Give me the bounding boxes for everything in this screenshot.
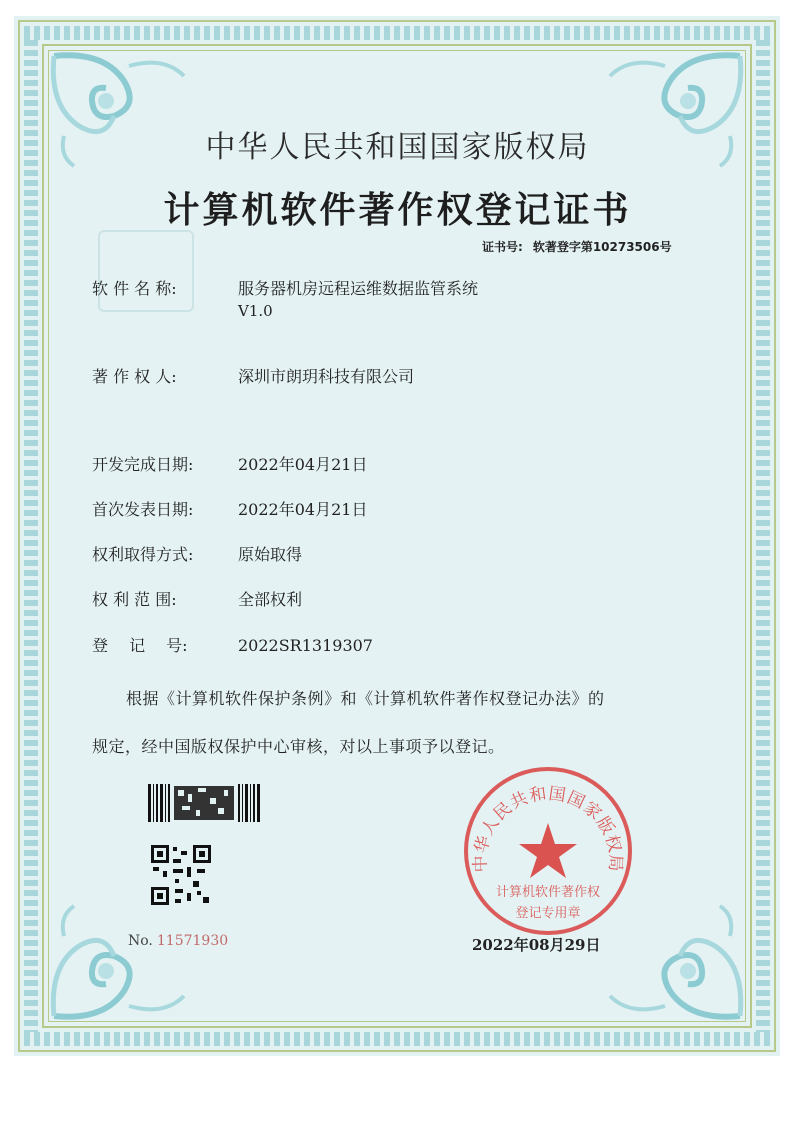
seal-text-line-2: 登记专用章	[515, 906, 581, 921]
software-name-value: 服务器机房远程运维数据监管系统	[238, 279, 479, 298]
certificate-sheet	[14, 16, 780, 1056]
serial-label: No.	[128, 933, 153, 949]
owner-value: 深圳市朗玥科技有限公司	[238, 367, 415, 386]
owner-label: 著 作 权 人:	[92, 367, 177, 386]
software-name-label: 软 件 名 称:	[92, 279, 177, 298]
dev-date-label: 开发完成日期:	[92, 455, 194, 474]
barcode	[148, 784, 260, 822]
pub-date-value: 2022年04月21日	[238, 500, 368, 519]
scope-row	[92, 587, 302, 610]
software-name-row	[92, 276, 478, 299]
reg-no-label: 登 记 号:	[92, 636, 188, 655]
pub-date-row	[92, 497, 367, 520]
serial-value: 11571930	[156, 933, 229, 949]
certificate-number-label: 证书号:	[482, 240, 523, 254]
scope-label: 权 利 范 围:	[92, 590, 177, 609]
dev-date-value: 2022年04月21日	[238, 455, 368, 474]
certificate-title: 计算机软件著作权登记证书	[163, 190, 632, 231]
qr-code	[151, 845, 211, 905]
issue-date: 2022年08月29日	[472, 936, 601, 954]
corner-ornament-bottom-left	[44, 901, 194, 1026]
pub-date-label: 首次发表日期:	[92, 500, 194, 519]
scope-value: 全部权利	[238, 590, 303, 609]
owner-row	[92, 364, 414, 387]
acquire-row	[92, 542, 302, 565]
certificate-number-value: 软著登字第10273506号	[532, 240, 672, 254]
dev-date-row	[92, 452, 367, 475]
statement-line-1: 根据《计算机软件保护条例》和《计算机软件著作权登记办法》的	[126, 689, 605, 708]
certificate-number	[482, 238, 672, 255]
acquire-value: 原始取得	[238, 545, 303, 564]
authority-title: 中华人民共和国国家版权局	[205, 130, 590, 165]
serial-number	[128, 933, 228, 949]
acquire-label: 权利取得方式:	[92, 545, 194, 564]
seal-text-line-1: 计算机软件著作权	[495, 885, 600, 900]
reg-no-row	[92, 633, 373, 656]
svg-text:中华人民共和国国家版权局: 中华人民共和国国家版权局	[470, 783, 626, 873]
software-version: V1.0	[238, 302, 273, 320]
watermark-emblem	[98, 230, 194, 312]
reg-no-value: 2022SR1319307	[238, 636, 373, 655]
statement-line-2: 规定，经中国版权保护中心审核，对以上事项予以登记。	[92, 737, 505, 756]
